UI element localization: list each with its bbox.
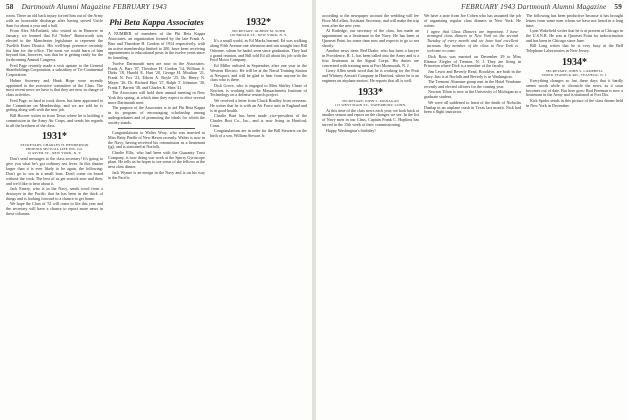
paragraph: room. There an old back injury forced him out of the Army with an honorable discharge after having served Uncle Sam for about a year and a half.: [6, 14, 103, 28]
left-column-1: [6, 14, 103, 418]
paragraph: Holme Sweeney and Hank Hope were recently appointed to the executive committee of the Class. The most recent news we have is that they are now in charge of class activities.: [6, 77, 103, 98]
paragraph: It's a small world, as Ed Marks learned. Ed was walking along Fifth Avenue one afternoon and ran straight into Bill Osborne, whom he hadn't seen since graduation. They had a grand reunion, and Bill told Ed all about his job with the Ford Motor Company.: [210, 38, 307, 63]
class-year-heading: 1931*: [42, 131, 67, 143]
article-heading: Phi Beta Kappa Associates: [109, 17, 204, 27]
paragraph: Gerry Allen sends word that he is working for the Pratt and Whitney Aircraft Company in Hartford, where he is an engineer on airplane motors. He reports that all is well.: [322, 68, 419, 83]
paragraph: Another news item: Red Drake, who has been a lawyer in Providence, R. I., has been called into the Army and is a first lieutenant in the Signal Corps. His duties are concerned with training men at Fort Monmouth, N. J.: [322, 48, 419, 68]
left-page: [0, 0, 312, 420]
paragraph: Bill Hoover writes in from Texas where he is holding a commission in the Army Air Corps, and sends his regards to all the brethren of the class.: [6, 112, 103, 128]
class-year-heading: 1933*: [358, 86, 383, 98]
left-column-2: [108, 14, 205, 418]
paragraph: Dick Ross was married on December 29 to Miss Eleanor Ziegler of Trenton, N. J. They are living in Princeton where Dick is a member of the faculty.: [424, 53, 521, 69]
paragraph: Charlie Ellis, who had been with the Guaranty Trust Company, is now doing war work at the Sperry Gyroscope plant. He tells us he hopes to see some of the fellows at the next class dinner.: [108, 149, 205, 170]
paragraph: The purpose of the Associates is to aid Phi Beta Kappa in its program of encouraging scholarship among undergraduates and of promoting the ideals for which the society stands.: [108, 105, 205, 125]
paragraph: Twelve Dartmouth men are now in the Associates: Frank A. Barr '07, Theodore H. Gordon '14, William S. Dirks '18, Harold E. Hart '20, George H. Moulton '21, Frank N. Fox '23, Edwin A. Boyle '25, Dr. Henry N. Mayer '26, Dr. Richard Hart '27, Ralph T. Johnston '30, Frank T. Barrett '38, and Charles K. Shea '41.: [108, 60, 205, 90]
secretary-byline: SECRETARY, CHARLES H. HENDERSON PHOENIX MUTUAL LIFE INS. CO. 15 RIVER ST., NEW YORK, N. Y.: [20, 143, 89, 156]
paragraph: A NUMBER of members of the Phi Beta Kappa Associates, an organization formed by the late Frank A. Barr and Theodore H. Gordon of 1914 respectively, with an active membership limited to 200, have been receiving appointments to educational posts in the twelve years since its founding.: [108, 31, 205, 61]
paragraph: Ed Miller enlisted in September, after one year in the Western Electric. He will be at the Naval Training Station at Newport, and will be glad to hear from anyone in the class who is there.: [210, 62, 307, 83]
paragraph: Jack Emery, who is in the Navy, sends word from a destroyer in the Pacific that he has been in the thick of things and is looking forward to a chance to get home.: [6, 186, 103, 201]
paragraph: Bill Long writes that he is very busy at the Bell Telephone Laboratories in New Jersey.: [526, 43, 623, 54]
divider: [118, 128, 195, 129]
paragraph: Al Rutledge, our secretary of the class, has made an appointment as a lieutenant in the Navy. He has been at Quonset Point for some time now and expects to go to sea shortly.: [322, 28, 419, 48]
paragraph: Everything changes so fast these days that it hardly seems worth while to chronicle the news, as it soon becomes out of date. But here goes: Bud Freeman is now a lieutenant in the Army and is stationed at Fort Dix.: [526, 77, 623, 98]
secretary-byline: SECRETARY, ALBERT M. SUHR 165 BROAD ST., NEW YORK, N. Y.: [229, 29, 288, 37]
paragraph: Dick Grove, who is engaged to Miss Shirley Chase of Newton, is working with the Massachusetts Institute of Technology on a defense research project.: [210, 82, 307, 98]
paragraph: Don't send messages to the class secretary! It's going to give you what he's got ordinary sea fever. In this shutter larger than it is ever likely to be again, the following: Don't go to sea in a small boat. Don't come on board without the cook. The best of us get seasick now and then, and we'd like to hear about it.: [6, 156, 103, 186]
paragraph: We hope the Class of '31 will come to life this year and the secretary will have a chance to report more news in these columns.: [6, 201, 103, 216]
paragraph: We have a note from Joe Cohen who has assumed the job of organizing regular class dinners in New York. He writes:: [424, 14, 521, 28]
paragraph: We received a letter from Chuck Bradley from overseas. He writes that he is with an Air Force unit in England and is in good health.: [210, 97, 307, 113]
secretary-byline: SECRETARY, JOHN S. CAMPBELL UPPER TEANECK RD., TEANECK, N. J.: [541, 68, 608, 77]
right-column-1: [322, 14, 419, 418]
page-number: 59: [614, 3, 622, 11]
paragraph: The Associates will hold their annual meeting in New York this spring, at which time they expect to elect several more Dartmouth men.: [108, 90, 205, 105]
paragraph: The following has been productive because it has brought letters from some men whom we have not heard in a long time.: [526, 14, 623, 28]
divider: [118, 29, 195, 30]
paragraph: From Alex McFarland, who visited us in Hanover in January, we learned that Ed "Sober" Butterworth was elected to the Manchester legislature to represent the Twelfth Essex District. His well-kept presence certainly fits him for the office. The most we could learn of him beyond that, however, was that he is getting ready for the forthcoming Annual Congress.: [6, 28, 103, 63]
paragraph: Congratulations are in order for the Bill Stewarts on the birth of a son, William Stewart Jr.: [210, 128, 307, 138]
quoted-letter: I agree that Class Dinners are important. I have arranged class dinners in New York on the second Tuesday of every month and we have had excellent turnouts. Any member of the class in New York is welcome to come.: [427, 28, 518, 53]
paragraph: The Tremont Alumnae group met in the Hotel Vendome recently and elected officers for the coming year.: [424, 79, 521, 89]
paragraph: according to the newspaper account the wedding will fee Fiore McLellan, Assistant Secretary, and will make the trip west after the new year.: [322, 14, 419, 28]
paragraph: Newton Tilton is now at the University of Michigan as a graduate student.: [424, 89, 521, 100]
secretary-byline: SECRETARY, JOHN S. MONAGAN 115 WEST MAIN ST., WATERBURY, CONN.: [334, 98, 407, 107]
paragraph: Fred Page recently made a visit upstate to the General Shareholdings Corporation, a subsidiary of Tri-Continental Corporation.: [6, 62, 103, 78]
page-number: 58: [6, 3, 14, 11]
right-page: [316, 0, 628, 420]
paragraph: Fred Page, so hard to track down, has been appointed to the Committee on Membership, and we are told he is getting along well with the new job.: [6, 97, 103, 113]
paragraph: Lynn Wakefield writes that he is at present at Chicago in the U.S.N.R. He was at Quonset Point for indoctrination and has been in Chicago since June.: [526, 28, 623, 43]
running-head-text: FEBRUARY 1943 Dartmouth Alumni Magazine: [461, 3, 607, 11]
paragraph: Congratulations to Walter Wray, who was married to Miss Betty Pindle of New Haven recently. Walter is now in the Navy, having received his commission as a lieutenant (jg), and is stationed at Norfolk.: [108, 129, 205, 150]
paragraph: Jim Lewis and Beverly Read, Brooklyn, are both in the Navy. Jim is at Norfolk and Beverly is in Washington.: [424, 68, 521, 79]
running-head-text: Dartmouth Alumni Magazine FEBRUARY 1943: [21, 3, 167, 11]
paragraph: We were all saddened to learn of the death of Nicholas Dunlap in an airplane crash in Texas last month. Nick had been a flight instructor.: [424, 99, 521, 115]
paragraph: At this time of the class news each year, we look back at another season and report on the changes we see. In the list of Navy men in our Class, Captain Frank C. Hopkins has served in the 15th week of their commissioning.: [322, 107, 419, 128]
paragraph: Happy Washington's birthday!: [326, 127, 376, 133]
right-column-3: [526, 14, 623, 418]
class-year-heading: 1934*: [562, 56, 587, 68]
paragraph: Jack Wynne is an ensign in the Navy and is on his way to the Pacific.: [108, 169, 205, 180]
paragraph: Charlie Burt has been made vice-president of the Charles Burt Co., Inc., and is now living in Hartford, Conn.: [210, 113, 307, 128]
paragraph: Kirk Spider sends in this picture of the class dinner held in New York in December.: [526, 97, 623, 108]
left-column-3: [210, 14, 307, 418]
right-column-2: [424, 14, 521, 418]
class-year-heading: 1932*: [246, 17, 271, 28]
